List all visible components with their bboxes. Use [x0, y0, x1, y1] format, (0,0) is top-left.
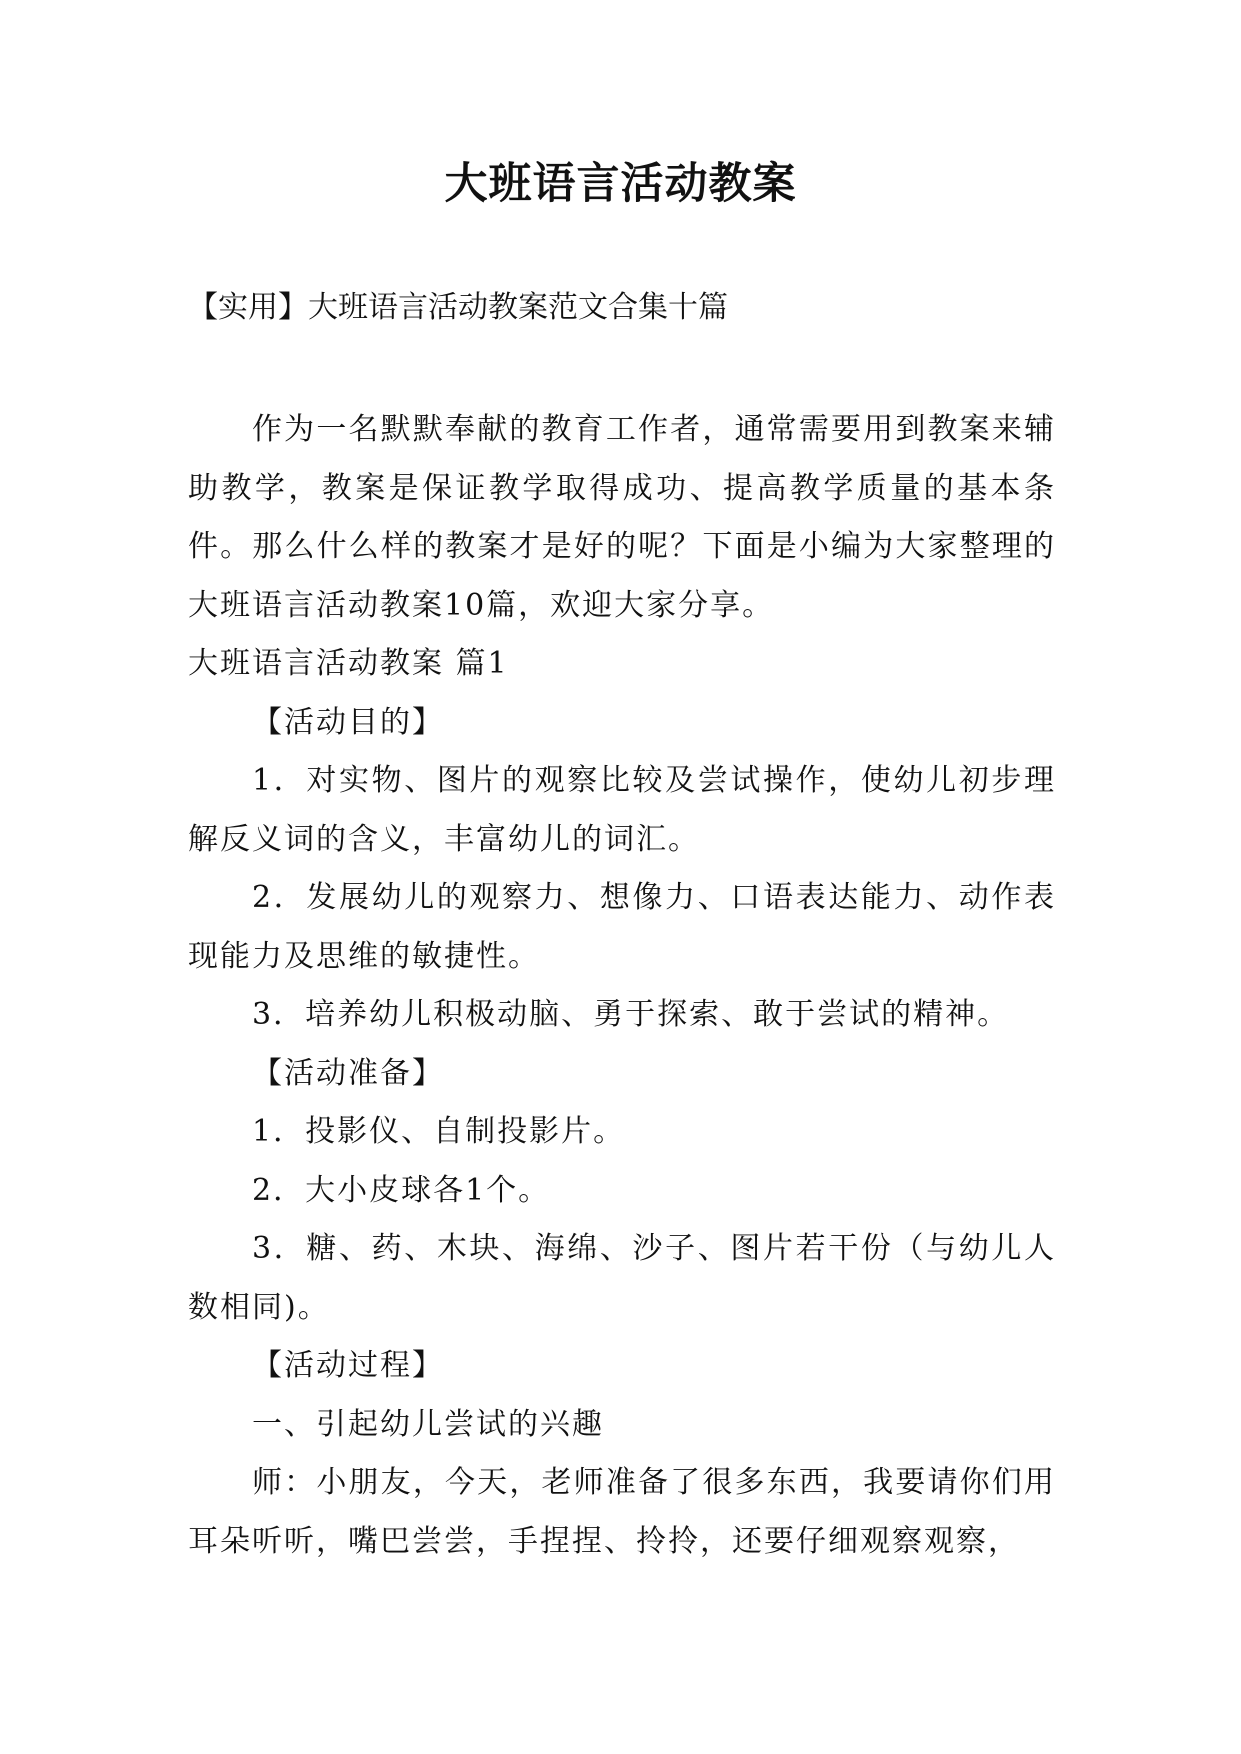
preparation-item: 1．投影仪、自制投影片。 — [252, 1114, 626, 1149]
section-label-purpose: 【活动目的】 — [252, 704, 444, 740]
document-body — [188, 401, 1056, 1571]
purpose-item: 2．发展幼儿的观察力、想像力、口语表达能力、动作表现能力及思维的敏捷性。 — [188, 880, 1056, 974]
section-label-process: 【活动过程】 — [252, 1348, 444, 1383]
preparation-item: 2．大小皮球各1个。 — [252, 1172, 551, 1208]
process-step: 一、引起幼儿尝试的兴趣 — [252, 1406, 604, 1442]
section-heading: 大班语言活动教案 篇1 — [188, 646, 509, 681]
section-label-preparation: 【活动准备】 — [252, 1055, 444, 1091]
preparation-item: 3．糖、药、木块、海绵、沙子、图片若干份（与幼儿人数相同)。 — [188, 1231, 1056, 1325]
purpose-item: 1．对实物、图片的观察比较及尝试操作，使幼儿初步理解反义词的含义，丰富幼儿的词汇。 — [188, 763, 1056, 857]
page-title: 大班语言活动教案 — [444, 159, 797, 209]
process-paragraph: 师：小朋友，今天，老师准备了很多东西，我要请你们用耳朵听听，嘴巴尝尝，手捏捏、拎拎，还要仔细观察观察， — [188, 1465, 1056, 1559]
document-subtitle: 【实用】大班语言活动教案范文合集十篇 — [188, 290, 728, 325]
intro-paragraph: 作为一名默默奉献的教育工作者，通常需要用到教案来辅助教学，教案是保证教学取得成功、提高教学质量的基本条件。那么什么样的教案才是好的呢？下面是小编为大家整理的大班语言活动教案10篇，欢迎大家分享。 — [188, 412, 1056, 623]
purpose-item: 3．培养幼儿积极动脑、勇于探索、敢于尝试的精神。 — [252, 997, 1010, 1032]
